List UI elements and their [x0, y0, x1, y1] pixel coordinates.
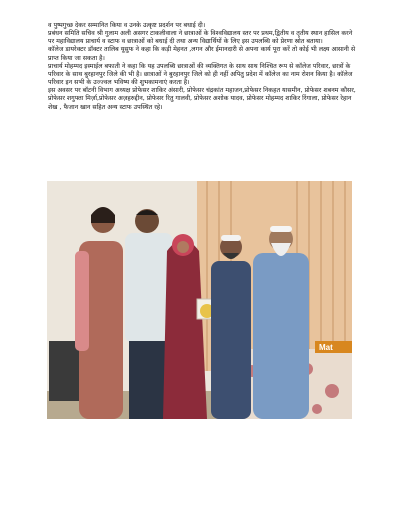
paragraph-3: कॉलेज डायरेक्टर डॉक्टर तालिब यूसुफ ने कहा कि कड़ी मेहनत ,लगन और ईमानदारी से अपना कार्य पूरा करें तो कोई भी लक्ष्य आसानी से प्राप्त किया जा सकता है।	[48, 46, 356, 62]
paragraph-4: प्राचार्य मोहम्मद इस्माईल बफाती ने कहा कि यह उपलब्धि छात्राओं की व्यक्तिगत के साथ साथ निश्चित रूप से कॉलेज परिवार, छात्रों के परिवार के साथ बुरहानपुर जिले की भी है। छात्राओं ने बुरहानपुर जिले को ही नहीं अपितु प्रदेश में कॉलेज का नाम रोशन किया है। कॉलेज परिवार इन सभी के उज्ज्वल भविष्य की शुभकामनाएं करता है।	[48, 62, 353, 87]
event-photo-illustration	[47, 181, 352, 419]
person-elder-man	[253, 226, 309, 419]
event-photo	[47, 181, 352, 419]
paragraph-1: व पुष्पगुच्छ देकर सम्मानित किया व उनके उत्कृष्ट प्रदर्शन पर बधाई दी।	[48, 22, 206, 29]
banner-text: Mat	[319, 343, 333, 352]
person-man-blue	[211, 235, 251, 419]
chair	[49, 341, 81, 401]
paragraph-5: इस अवसर पर बॉटनी विभाग अध्यक्ष प्रोफेसर शाकिर अंसारी, प्रोफेसर चंद्रकांत महाजन,प्रोफेसर निकहत यासमीन, प्रोफेसर शबनम कौसर, प्रोफेसर शगुफ्ता मिर्ज़ा,प्रोफेसर अज़हरुद्दीन, प्रोफेसर रितु गालवी, प्रोफेसर अशोक यादव, प्रोफेसर मोहम्मद शाकिर रिंगाला, प्रोफेसर रेहान शेख , फैजान खान सहित अन्य स्टाफ उपस्थित रहे।	[48, 87, 356, 111]
article-body	[48, 22, 360, 112]
paragraph-2: प्रबंधन समिति सचिव श्री गुलाम अली असगर टाकलीवाला ने छात्राओं के विश्वविद्यालय स्तर पर प्रथम,द्वितीय व तृतीय स्थान हासिल करने पर महाविद्यालय प्राचार्य व स्टाफ व छात्राओं को बधाई दी तथा अन्य विद्यार्थियों के लिए इस उपलब्धि को प्रेरणा स्रोत बताया।	[48, 30, 353, 46]
